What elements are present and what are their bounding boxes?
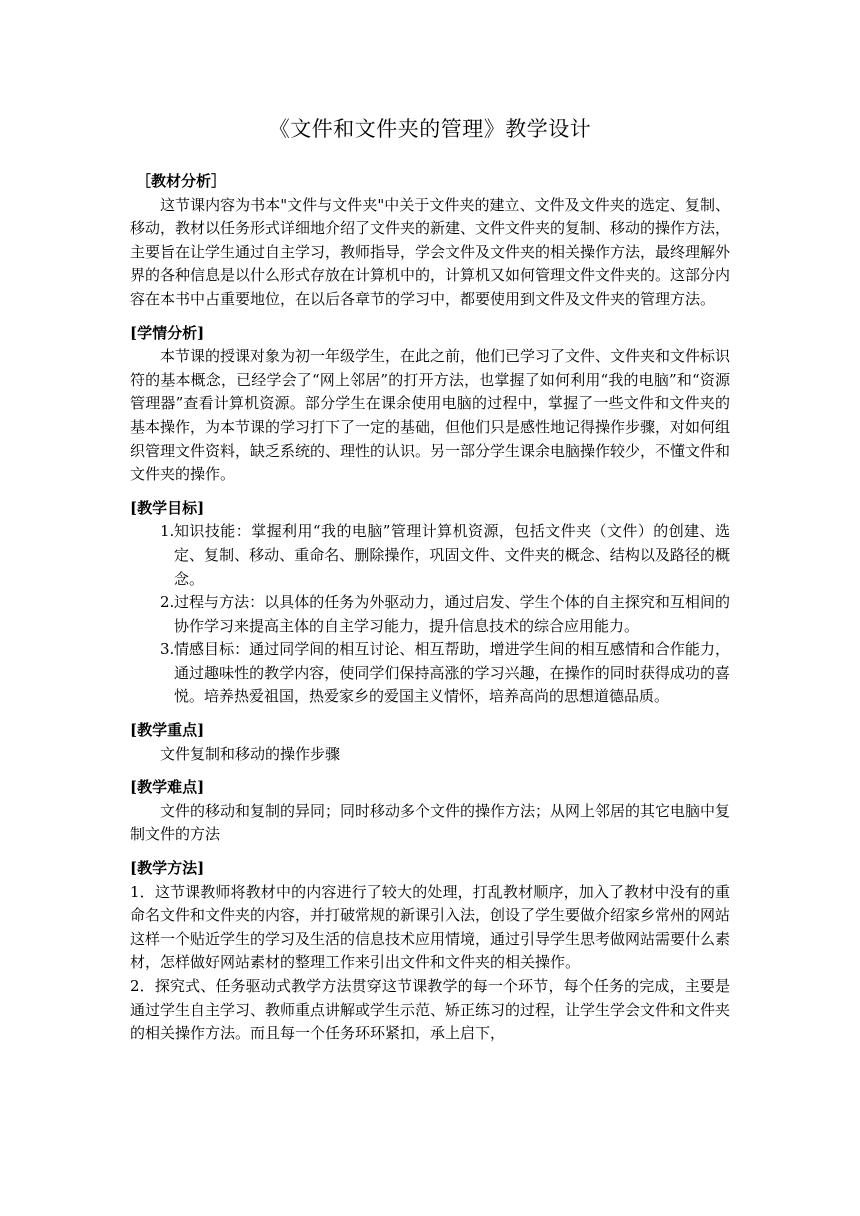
list-item-number: 2.: [160, 593, 175, 612]
list-item-text: 情感目标：通过同学间的相互讨论、相互帮助，增进学生间的相互感情和合作能力，通过趣味性的教学内容，使同学们保持高涨的学习兴趣，在操作的同时获得成功的喜悦。培养热爱祖国，热爱家乡的爱国主义情怀，培养高尚的思想道德品质。: [174, 640, 730, 706]
section-heading: [教学重点]: [130, 721, 205, 740]
section-student-analysis: [130, 322, 730, 487]
document-body: [130, 170, 730, 1046]
list-item-text: 知识技能：掌握利用“我的电脑”管理计算机资源，包括文件夹（文件）的创建、选定、复制、移动、重命名、删除操作，巩固文件、文件夹的概念、结构以及路径的概念。: [174, 522, 730, 588]
section-key-points: [130, 719, 730, 766]
section-heading: [学情分析]: [130, 323, 205, 342]
section-heading: [教学方法]: [130, 859, 205, 878]
paragraph: 文件的移动和复制的异同；同时移动多个文件的操作方法；从网上邻居的其它电脑中复制文件的方法: [130, 801, 731, 844]
paragraph: 1．这节课教师将教材中的内容进行了较大的处理，打乱教材顺序，加入了教材中没有的重命名文件和文件夹的内容，并打破常规的新课引入法，创设了学生要做介绍家乡常州的网站这样一个贴近学生的学习及生活的信息技术应用情境，通过引导学生思考做网站需要什么素材，怎样做好网站素材的整理工作来引出文件和文件夹的相关操作。: [130, 882, 731, 972]
section-teaching-goals: [130, 497, 730, 709]
paragraph: 这节课内容为书本"文件与文件夹"中关于文件夹的建立、文件及文件夹的选定、复制、移动，教材以任务形式详细地介绍了文件夹的新建、文件文件夹的复制、移动的操作方法，主要旨在让学生通过自主学习，教师指导，学会文件及文件夹的相关操作方法，最终理解外界的各种信息是以什么形式存放在计算机中的，计算机又如何管理文件文件夹的。这部分内容在本书中占重要地位，在以后各章节的学习中，都要使用到文件及文件夹的管理方法。: [130, 195, 731, 308]
list-item-number: 1.: [160, 522, 175, 541]
list-item-text: 过程与方法：以具体的任务为外驱动力，通过启发、学生个体的自主探究和互相间的协作学习来提高主体的自主学习能力，提升信息技术的综合应用能力。: [174, 593, 730, 635]
paragraph: 2．探究式、任务驱动式教学方法贯穿这节课教学的每一个环节，每个任务的完成，主要是通过学生自主学习、教师重点讲解或学生示范、矫正练习的过程，让学生学会文件和文件夹的相关操作方法。而且每一个任务环环紧扣，承上启下，: [130, 977, 731, 1043]
section-textbook-analysis: [130, 170, 730, 312]
list-item: [130, 591, 730, 638]
document-title: 《文件和文件夹的管理》教学设计: [268, 117, 592, 141]
section-heading: [教学目标]: [130, 498, 205, 517]
section-heading: ［教材分析］: [136, 172, 227, 190]
paragraph: 本节课的授课对象为初一年级学生，在此之前，他们已学习了文件、文件夹和文件标识符的基本概念，已经学会了“网上邻居”的打开方法，也掌握了如何利用“我的电脑”和“资源管理器”查看计算机资源。部分学生在课余使用电脑的过程中，掌握了一些文件和文件夹的基本操作，为本节课的学习打下了一定的基础，但他们只是感性地记得操作步骤，对如何组织管理文件资料，缺乏系统的、理性的认识。另一部分学生课余电脑操作较少，不懂文件和文件夹的操作。: [130, 347, 731, 484]
list-item: [130, 520, 730, 591]
section-heading: [教学难点]: [130, 778, 205, 797]
section-teaching-methods: [130, 857, 730, 1046]
paragraph: 文件复制和移动的操作步骤: [160, 744, 341, 763]
goal-list: [130, 520, 730, 709]
list-item: [130, 638, 730, 709]
section-difficult-points: [130, 776, 730, 847]
list-item-number: 3.: [160, 640, 175, 659]
